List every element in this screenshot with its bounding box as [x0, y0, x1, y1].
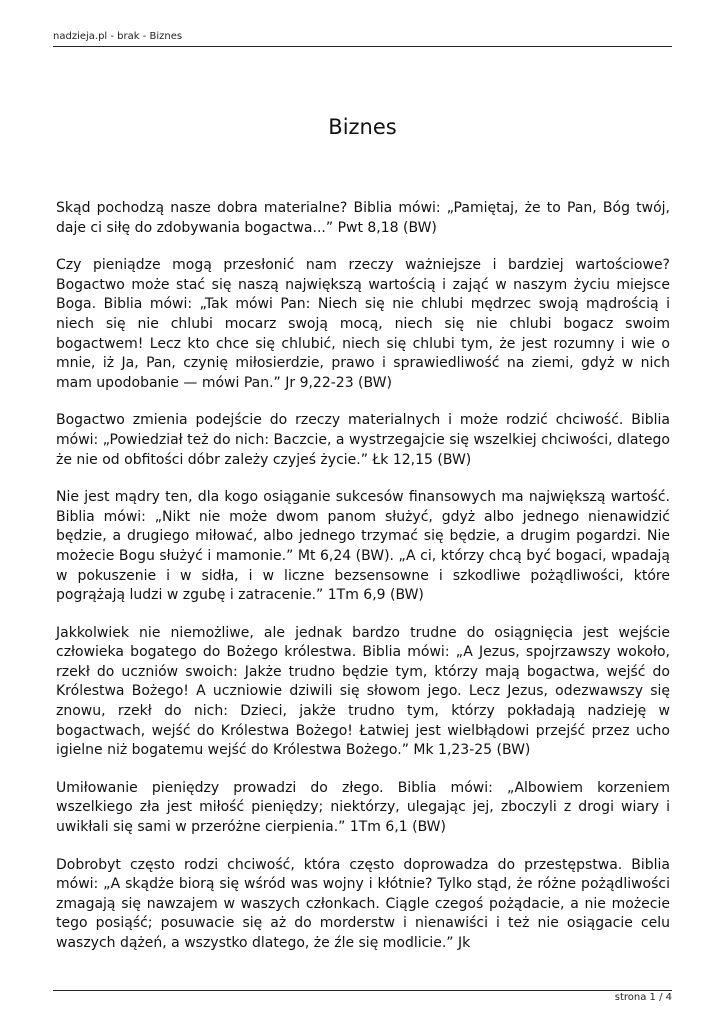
paragraph: Czy pieniądze mogą przesłonić nam rzeczy ważniejsze i bardziej wartościowe? Bogactwo może stać się naszą największą wartością i zająć w naszym życiu miejsce Boga. Biblia mówi: „Tak mówi Pan: Niech się nie chlubi mędrzec swoją mądrością i niech się nie chlubi mocarz swoją mocą, niech się nie chlubi bogacz swoim bogactwem! Lecz kto chce się chlubić, niech się chlubi tym, że jest rozumny i wie o mnie, iż Ja, Pan, czynię miłosierdzie, prawo i sprawiedliwość na ziemi, gdyż w nich mam upodobanie — mówi Pan.” Jr 9,22-23 (BW) [56, 257, 670, 391]
document-body [56, 199, 670, 972]
paragraph: Dobrobyt często rodzi chciwość, która często doprowadza do przestępstwa. Biblia mówi: „A skądże biorą się wśród was wojny i kłótnie? Tylko stąd, że różne pożądliwości zmagają się nawzajem w waszych członkach. Ciągle czegoś pożądacie, a nie możecie tego posiąść; posuwacie się aż do morderstw i nienawiści i też nie osiągacie celu waszych dążeń, a wszystko dlatego, że źle się modlicie.” Jk [56, 856, 670, 951]
paragraph: Bogactwo zmienia podejście do rzeczy materialnych i może rodzić chciwość. Biblia mówi: „Powiedział też do nich: Baczcie, a wystrzegajcie się wszelkiej chciwości, dlatego że nie od obfitości dóbr zależy czyjeś życie.” Łk 12,15 (BW) [56, 412, 670, 468]
page-header: nadzieja.pl - brak - Biznes [53, 31, 183, 42]
paragraph: Umiłowanie pieniędzy prowadzi do złego. Biblia mówi: „Albowiem korzeniem wszelkiego zła jest miłość pieniędzy; niektórzy, ulegając jej, zboczyli z drogi wiary i uwikłali się sami w przeróżne cierpienia.” 1Tm 6,1 (BW) [56, 779, 670, 836]
page-number: strona 1 / 4 [614, 992, 672, 1003]
paragraph: Skąd pochodzą nasze dobra materialne? Biblia mówi: „Pamiętaj, że to Pan, Bóg twój, daje ci siłę do zdobywania bogactwa...” Pwt 8,18 (BW) [56, 200, 670, 236]
paragraph: Nie jest mądry ten, dla kogo osiąganie sukcesów finansowych ma największą wartość. Biblia mówi: „Nikt nie może dwom panom służyć, gdyż albo jednego nienawidzić będzie, a drugiego miłować, albo jednego trzymać się będzie, a drugim pogardzi. Nie możecie Bogu służyć i mamonie.” Mt 6,24 (BW). „A ci, którzy chcą być bogaci, wpadają w pokuszenie i w sidła, i w liczne bezsensowne i szkodliwe pożądliwości, które pogrążają ludzi w zgubę i zatracenie.” 1Tm 6,9 (BW) [56, 489, 670, 604]
header-divider [53, 46, 672, 47]
paragraph: Jakkolwiek nie niemożliwe, ale jednak bardzo trudne do osiągnięcia jest wejście człowieka bogatego do Bożego królestwa. Biblia mówi: „A Jezus, spojrzawszy wokoło, rzekł do uczniów swoich: Jakże trudno będzie tym, którzy mają bogactwa, wejść do Królestwa Bożego! A uczniowie dziwili się słowom jego. Lecz Jezus, odezwawszy się znowu, rzekł do nich: Dzieci, jakże trudno tym, którzy pokładają nadzieję w bogactwach, wejść do Królestwa Bożego! Łatwiej jest wielbłądowi przejść przez ucho igielne niż bogatemu wejść do Królestwa Bożego.” Mk 1,23-25 (BW) [56, 624, 670, 759]
document-title: Biznes [328, 115, 397, 139]
